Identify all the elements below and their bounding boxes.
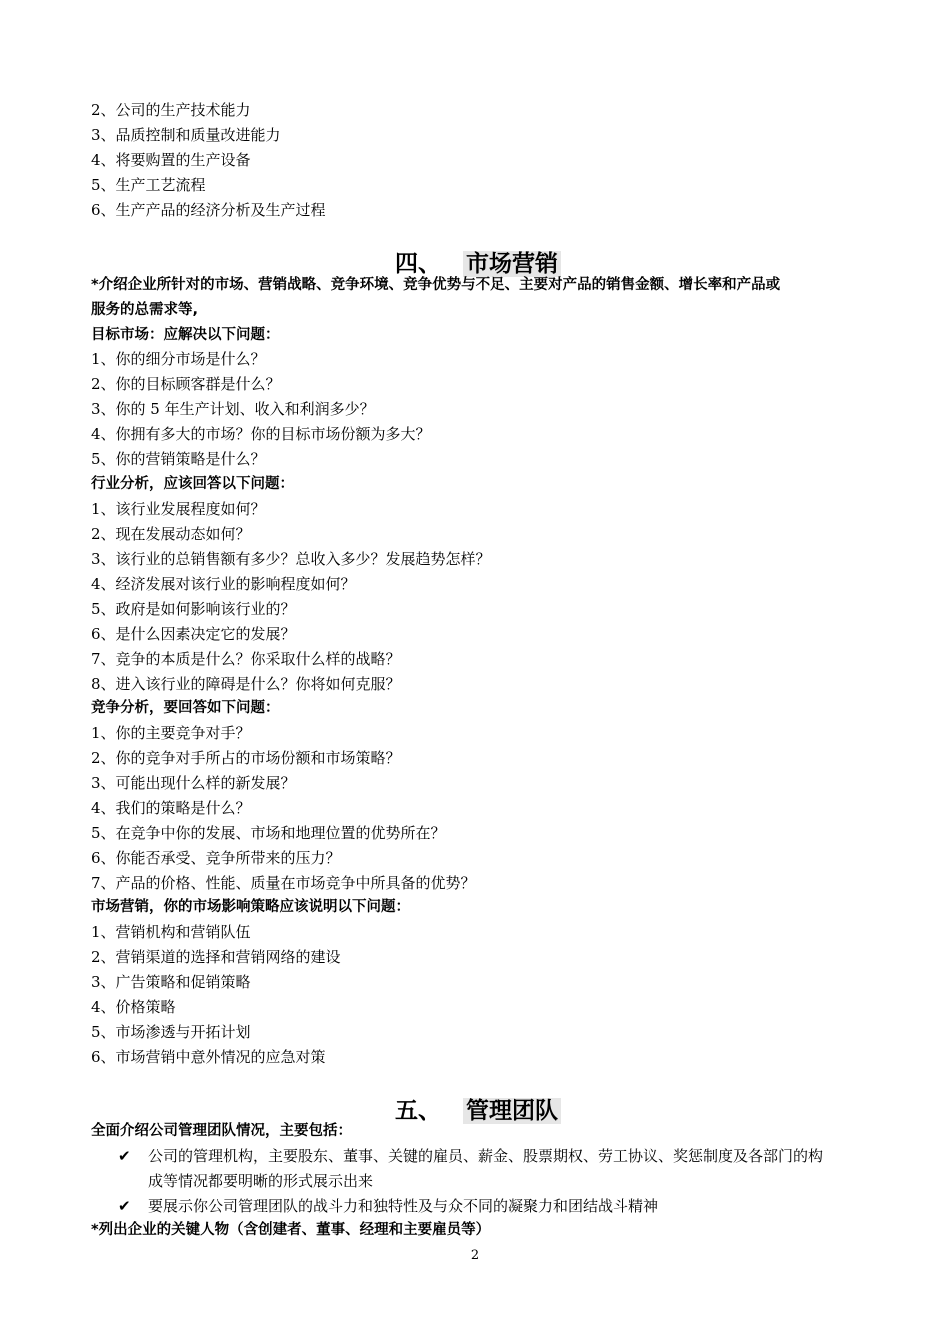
list-item: 3、该行业的总销售额有多少？总收入多少？发展趋势怎样？ [91, 550, 491, 568]
section-intro: 全面介绍公司管理团队情况，主要包括： [91, 1123, 352, 1139]
section-heading-management-team [395, 1092, 561, 1125]
subheading-target-market: 目标市场：应解决以下问题： [91, 327, 280, 343]
list-item: 4、将要购置的生产设备 [91, 151, 251, 169]
list-item: 5、市场渗透与开拓计划 [91, 1023, 251, 1041]
list-item: 1、你的主要竞争对手？ [91, 724, 251, 742]
subheading-competition-analysis: 竞争分析，要回答如下问题： [91, 700, 280, 716]
bullet-text: 公司的管理机构，主要股东、董事、关键的雇员、薪金、股票期权、劳工协议、奖惩制度及各部门的构 [148, 1147, 824, 1165]
section-intro-cont: 服务的总需求等, [91, 302, 199, 318]
checkmark-icon: ✔ [118, 1147, 131, 1165]
section-title: 市场营销 [463, 251, 561, 277]
list-item: 1、你的细分市场是什么？ [91, 350, 266, 368]
list-item: 2、公司的生产技术能力 [91, 101, 251, 119]
subheading-industry-analysis: 行业分析，应该回答以下问题： [91, 476, 294, 492]
list-item: 4、价格策略 [91, 998, 176, 1016]
section-intro: *介绍企业所针对的市场、营销战略、竞争环境、竞争优势与不足、主要对产品的销售金额、增长率和产品或 [91, 277, 781, 293]
list-item: 1、该行业发展程度如何？ [91, 500, 266, 518]
list-item: 3、你的 5 年生产计划、收入和利润多少？ [91, 400, 375, 418]
list-item: 5、在竞争中你的发展、市场和地理位置的优势所在？ [91, 824, 446, 842]
list-item: 7、竞争的本质是什么？你采取什么样的战略？ [91, 650, 401, 668]
section-title: 管理团队 [463, 1098, 561, 1124]
bullet-text: 要展示你公司管理团队的战斗力和独特性及与众不同的凝聚力和团结战斗精神 [148, 1197, 659, 1215]
list-item: 1、营销机构和营销队伍 [91, 923, 251, 941]
list-item: 6、生产产品的经济分析及生产过程 [91, 201, 326, 219]
list-item: 3、可能出现什么样的新发展？ [91, 774, 296, 792]
bullet-item [118, 1197, 658, 1215]
section-heading-marketing [395, 245, 561, 278]
bullet-item [118, 1147, 823, 1165]
checkmark-icon: ✔ [118, 1197, 131, 1215]
list-item: 6、是什么因素决定它的发展？ [91, 625, 296, 643]
list-item: 5、你的营销策略是什么？ [91, 450, 266, 468]
list-item: 5、生产工艺流程 [91, 176, 206, 194]
list-item: 4、经济发展对该行业的影响程度如何？ [91, 575, 356, 593]
list-item: 3、品质控制和质量改进能力 [91, 126, 281, 144]
list-item: 2、你的竞争对手所占的市场份额和市场策略？ [91, 749, 401, 767]
section-number: 四、 [395, 251, 441, 277]
key-people-note: *列出企业的关键人物（含创建者、董事、经理和主要雇员等） [91, 1222, 491, 1238]
section-number: 五、 [395, 1098, 441, 1124]
subheading-marketing-strategy: 市场营销，你的市场影响策略应该说明以下问题： [91, 899, 410, 915]
list-item: 2、营销渠道的选择和营销网络的建设 [91, 948, 341, 966]
list-item: 2、你的目标顾客群是什么？ [91, 375, 281, 393]
list-item: 4、我们的策略是什么？ [91, 799, 251, 817]
list-item: 3、广告策略和促销策略 [91, 973, 251, 991]
bullet-text-cont: 成等情况都要明晰的形式展示出来 [148, 1172, 374, 1190]
list-item: 8、进入该行业的障碍是什么？你将如何克服？ [91, 675, 401, 693]
list-item: 7、产品的价格、性能、质量在市场竞争中所具备的优势？ [91, 874, 476, 892]
list-item: 6、市场营销中意外情况的应急对策 [91, 1048, 326, 1066]
page-number: 2 [470, 1248, 480, 1263]
list-item: 6、你能否承受、竞争所带来的压力？ [91, 849, 341, 867]
list-item: 2、现在发展动态如何？ [91, 525, 251, 543]
list-item: 5、政府是如何影响该行业的？ [91, 600, 296, 618]
list-item: 4、你拥有多大的市场？你的目标市场份额为多大？ [91, 425, 431, 443]
